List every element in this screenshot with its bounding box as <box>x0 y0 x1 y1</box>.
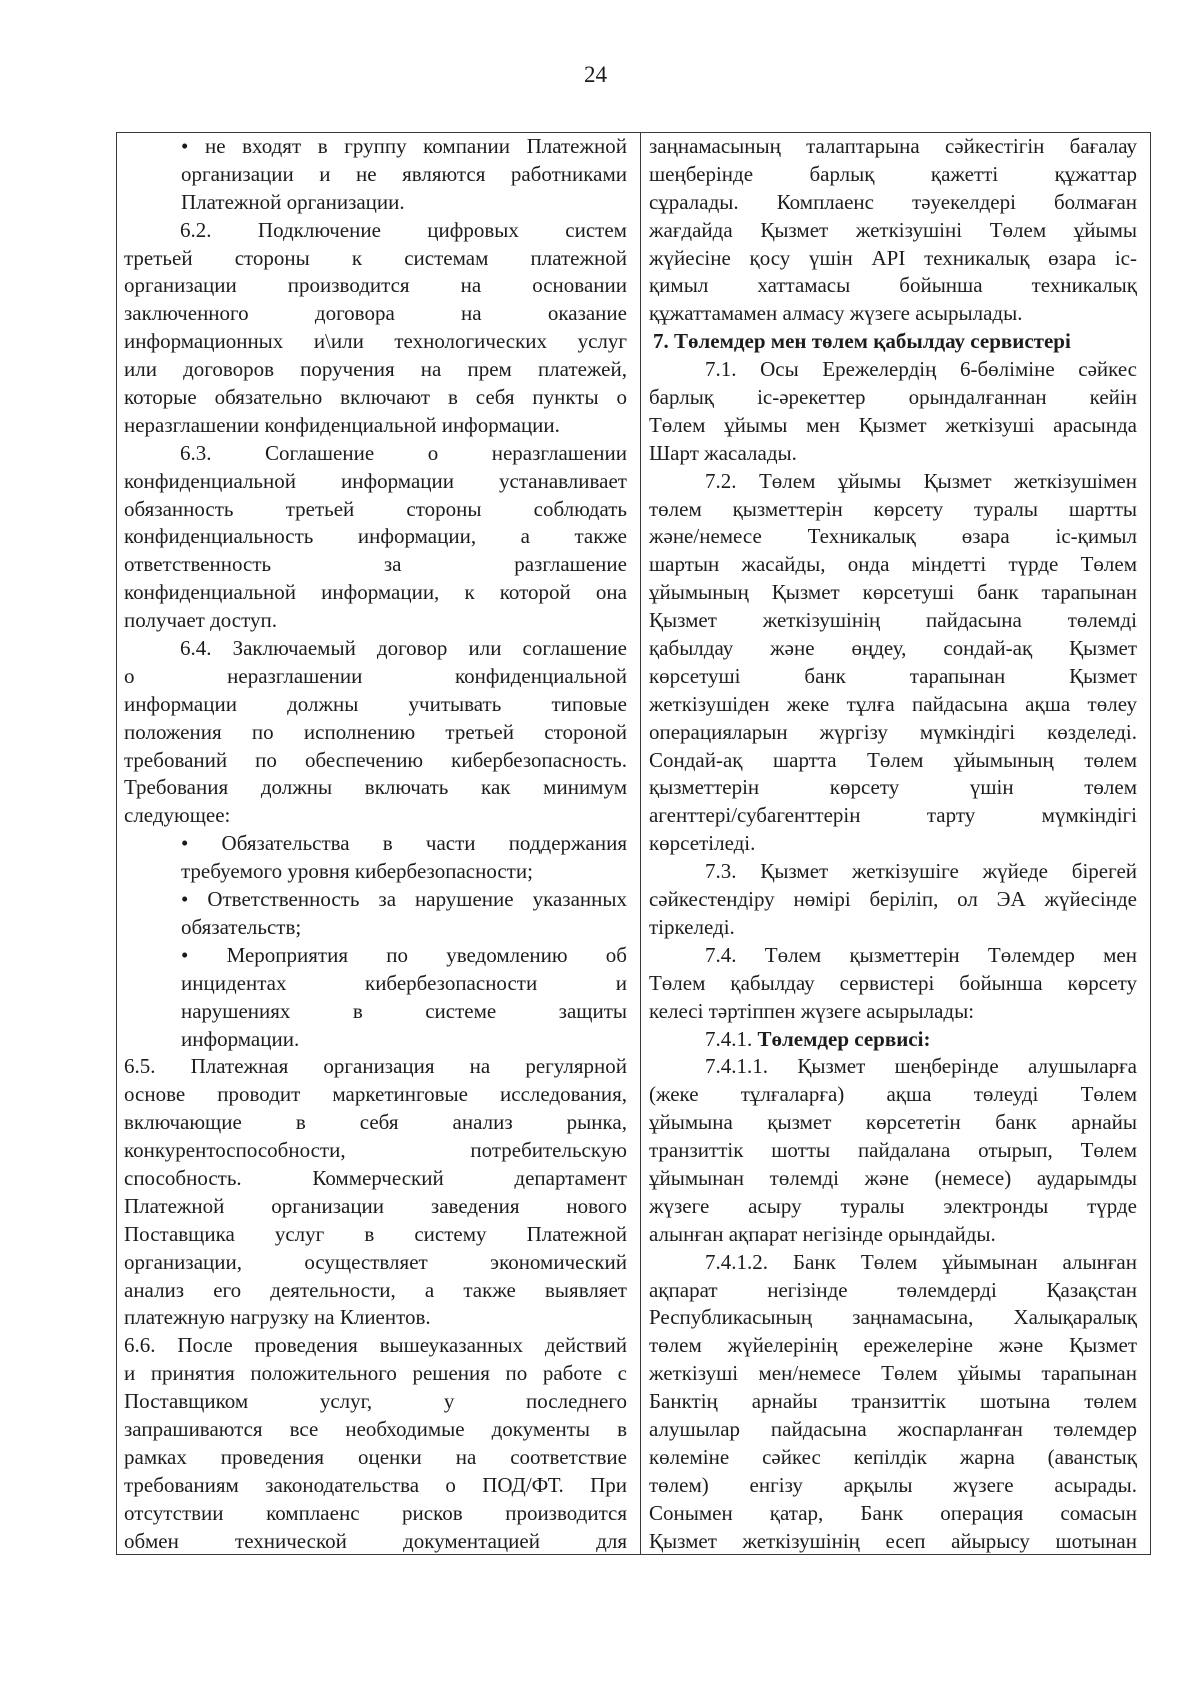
text-line: 7. Төлемдер мен төлем қабылдау сервистері <box>652 329 1071 354</box>
text-line: 6.4. Заключаемый договор или соглашение <box>180 636 627 661</box>
text-line: или договоров поручения на прем платежей, <box>124 357 627 382</box>
text-line: Требования должны включать как минимум <box>124 775 627 800</box>
text-line: следующее: <box>124 803 231 828</box>
text-line: көрсетіледі. <box>648 831 756 856</box>
text-line: жеткізуші мен/немесе Төлем ұйымы тарапынан <box>648 1361 1137 1386</box>
paragraph <box>649 1026 1137 1054</box>
text-line: конфиденциальность информации, а также <box>124 524 627 549</box>
text-line: сұралады. Комплаенс тәуекелдері болмаған <box>648 189 1137 214</box>
text-line: тіркеледі. <box>648 914 735 939</box>
text-line: конфиденциальной информации устанавливает <box>124 468 627 493</box>
text-line: организации и не являются работниками <box>181 161 627 186</box>
text-line: Платежной организации заведения нового <box>124 1193 627 1218</box>
bullet-item <box>124 133 627 217</box>
text-line: обмен технической документацией для <box>124 1528 627 1553</box>
text-line: • не входят в группу компании Платежной <box>181 134 627 158</box>
text-line: 7.2. Төлем ұйымы Қызмет жеткізушімен <box>704 468 1137 493</box>
text-line: Поставщика услуг в систему Платежной <box>124 1221 627 1246</box>
text-line: жүзеге асыру туралы электронды түрде <box>648 1193 1137 1218</box>
text-line: организации производится на основании <box>124 273 627 298</box>
text-line: основе проводит маркетинговые исследования, <box>124 1082 627 1107</box>
text-line: инцидентах кибербезопасности и <box>181 970 627 995</box>
text-line: требований по обеспечению кибербезопасность. <box>124 747 627 772</box>
text-line: Төлем ұйымы мен Қызмет жеткізуші арасында <box>648 412 1137 437</box>
text-line: 6.2. Подключение цифровых систем <box>180 217 627 242</box>
text-line: қабылдау және өңдеу, сондай-ақ Қызмет <box>648 636 1137 661</box>
text-line: третьей стороны к системам платежной <box>124 245 627 270</box>
paragraph <box>649 356 1137 468</box>
text-line: заключенного договора на оказание <box>124 301 627 326</box>
subsection-title: Төлемдер сервисі: <box>757 1026 931 1051</box>
text-line: көрсетуші банк тарапынан Қызмет <box>648 663 1137 688</box>
paragraph <box>649 1053 1137 1248</box>
paragraph <box>124 635 627 830</box>
paragraph <box>649 133 1137 328</box>
text-line: ұйымына қызмет көрсететін банк арнайы <box>648 1110 1137 1135</box>
russian-text-column <box>117 133 641 1554</box>
text-line: алынған ақпарат негізінде орындайды. <box>648 1221 996 1246</box>
text-line: которые обязательно включают в себя пункты о <box>124 385 627 410</box>
paragraph <box>124 1332 627 1555</box>
paragraph <box>124 1053 627 1332</box>
bullet-item <box>124 830 627 886</box>
text-line: анализ его деятельности, а также выявляет <box>124 1277 627 1302</box>
text-line: • Обязательства в части поддержания <box>181 831 627 856</box>
text-line: ақпарат негізінде төлемдерді Қазақстан <box>648 1277 1137 1302</box>
text-line: Поставщиком услуг, у последнего <box>124 1389 627 1414</box>
text-line: о неразглашении конфиденциальной <box>124 663 627 688</box>
text-line: заңнамасының талаптарына сәйкестігін бағалау <box>648 134 1137 158</box>
paragraph <box>649 468 1137 858</box>
text-line: алушылар пайдасына жоспарланған төлемдер <box>648 1416 1137 1441</box>
text-line: организации, осуществляет экономический <box>124 1249 627 1274</box>
text-line: шартын жасайды, онда міндетті түрде Төлем <box>648 552 1137 577</box>
text-line: агенттері/субагенттерін тарту мүмкіндігі <box>648 803 1137 828</box>
text-line: жағдайда Қызмет жеткізушіні Төлем ұйымы <box>648 217 1137 242</box>
bilingual-text-table <box>116 132 1151 1555</box>
text-line: информации должны учитывать типовые <box>124 691 627 716</box>
text-line: 7.3. Қызмет жеткізушіге жүйеде бірегей <box>704 859 1137 884</box>
text-line: Банктің арнайы транзиттік шотына төлем <box>648 1389 1137 1414</box>
text-line: көлеміне сәйкес кепілдік жарна (аванстық <box>648 1444 1137 1469</box>
text-line: Платежной организации. <box>181 189 405 214</box>
text-line: платежную нагрузку на Клиентов. <box>124 1305 431 1330</box>
text-line: рамках проведения оценки на соответствие <box>124 1444 627 1469</box>
text-line: неразглашении конфиденциальной информации. <box>124 412 560 437</box>
page-number: 24 <box>584 62 607 87</box>
text-line: включающие в себя анализ рынка, <box>124 1110 627 1135</box>
bullet-item <box>124 942 627 1054</box>
text-line: обязанность третьей стороны соблюдать <box>124 496 627 521</box>
text-line: ұйымының Қызмет көрсетуші банк тарапынан <box>648 580 1137 605</box>
text-line: 7.4. Төлем қызметтерін Төлемдер мен <box>704 942 1137 967</box>
text-line <box>649 1026 1137 1054</box>
text-line: және/немесе Техникалық өзара іс-қимыл <box>648 524 1137 549</box>
text-line: төлем жүйелерінің ережелеріне және Қызмет <box>648 1333 1137 1358</box>
text-line: 6.6. После проведения вышеуказанных действий <box>124 1333 627 1358</box>
text-line: (жеке тұлғаларға) ақша төлеуді Төлем <box>648 1082 1137 1107</box>
text-line: Төлем қабылдау сервистері бойынша көрсету <box>648 970 1137 995</box>
text-line: ұйымынан төлемді және (немесе) аударымды <box>648 1165 1137 1190</box>
text-line: қызметтерін көрсету үшін төлем <box>648 775 1137 800</box>
text-line: и принятия положительного решения по работе с <box>124 1361 627 1386</box>
text-line: төлем) енгізу арқылы жүзеге асырады. <box>648 1472 1137 1497</box>
text-line: барлық іс-әрекеттер орындалғаннан кейін <box>648 385 1137 410</box>
kazakh-text-column <box>641 133 1150 1554</box>
text-line: конфиденциальной информации, к которой она <box>124 580 627 605</box>
text-line: транзиттік шотты пайдалана отырып, Төлем <box>648 1138 1137 1163</box>
text-line: • Мероприятия по уведомлению об <box>181 942 627 967</box>
text-line: • Ответственность за нарушение указанных <box>181 887 627 912</box>
text-line: 7.1. Осы Ережелердің 6-бөліміне сәйкес <box>704 357 1137 382</box>
text-line: операцияларын жүргізу мүмкіндігі көзделеді. <box>648 719 1137 744</box>
text-line: құжаттамамен алмасу жүзеге асырылады. <box>648 301 1023 326</box>
text-line: ответственность за разглашение <box>124 552 627 577</box>
paragraph <box>649 1249 1137 1556</box>
paragraph <box>124 440 627 635</box>
text-line: конкурентоспособности, потребительскую <box>124 1138 627 1163</box>
text-line: сәйкестендіру нөмірі беріліп, ол ЭА жүйесінде <box>648 887 1137 912</box>
paragraph <box>649 858 1137 942</box>
paragraph <box>649 942 1137 1026</box>
text-line: требуемого уровня кибербезопасности; <box>181 859 533 884</box>
text-line: требованиям законодательства о ПОД/ФТ. При <box>124 1472 627 1497</box>
text-line: информации. <box>181 1026 300 1051</box>
text-line: Сонымен қатар, Банк операция сомасын <box>648 1500 1137 1525</box>
text-line: обязательств; <box>181 914 302 939</box>
text-line: шеңберінде барлық қажетті құжаттар <box>648 161 1137 186</box>
text-line: жеткізушіден жеке тұлға пайдасына ақша төлеу <box>648 691 1137 716</box>
text-line: Республикасының заңнамасына, Халықаралық <box>648 1305 1137 1330</box>
text-line: қимыл хаттамасы бойынша техникалық <box>648 273 1137 298</box>
text-line: төлем қызметтерін көрсету туралы шартты <box>648 496 1137 521</box>
bullet-item <box>124 886 627 942</box>
text-line: 6.5. Платежная организация на регулярной <box>124 1054 627 1079</box>
text-line: Шарт жасалады. <box>648 440 797 465</box>
text-line: информационных и\или технологических услуг <box>124 329 627 354</box>
section-heading <box>649 328 1137 356</box>
text-line: 7.4.1.2. Банк Төлем ұйымынан алынған <box>704 1249 1137 1274</box>
text-line: келесі тәртіппен жүзеге асырылады: <box>648 998 975 1023</box>
text-line: Қызмет жеткізушінің есеп айырысу шотынан <box>648 1528 1137 1553</box>
text-line: Сондай-ақ шартта Төлем ұйымының төлем <box>648 747 1137 772</box>
text-line: 7.4.1.1. Қызмет шеңберінде алушыларға <box>704 1054 1137 1079</box>
paragraph <box>124 217 627 440</box>
text-line: способность. Коммерческий департамент <box>124 1165 627 1190</box>
subsection-number: 7.4.1. <box>704 1026 753 1051</box>
text-line: запрашиваются все необходимые документы в <box>124 1416 627 1441</box>
text-line: Қызмет жеткізушінің пайдасына төлемді <box>648 608 1137 633</box>
text-line: 6.3. Соглашение о неразглашении <box>180 440 627 465</box>
text-line: нарушениях в системе защиты <box>181 998 627 1023</box>
text-line: отсутствии комплаенс рисков производится <box>124 1500 627 1525</box>
text-line: жүйесіне қосу үшін API техникалық өзара іс- <box>648 245 1137 270</box>
text-line: положения по исполнению третьей стороной <box>124 719 627 744</box>
text-line: получает доступ. <box>124 608 277 633</box>
